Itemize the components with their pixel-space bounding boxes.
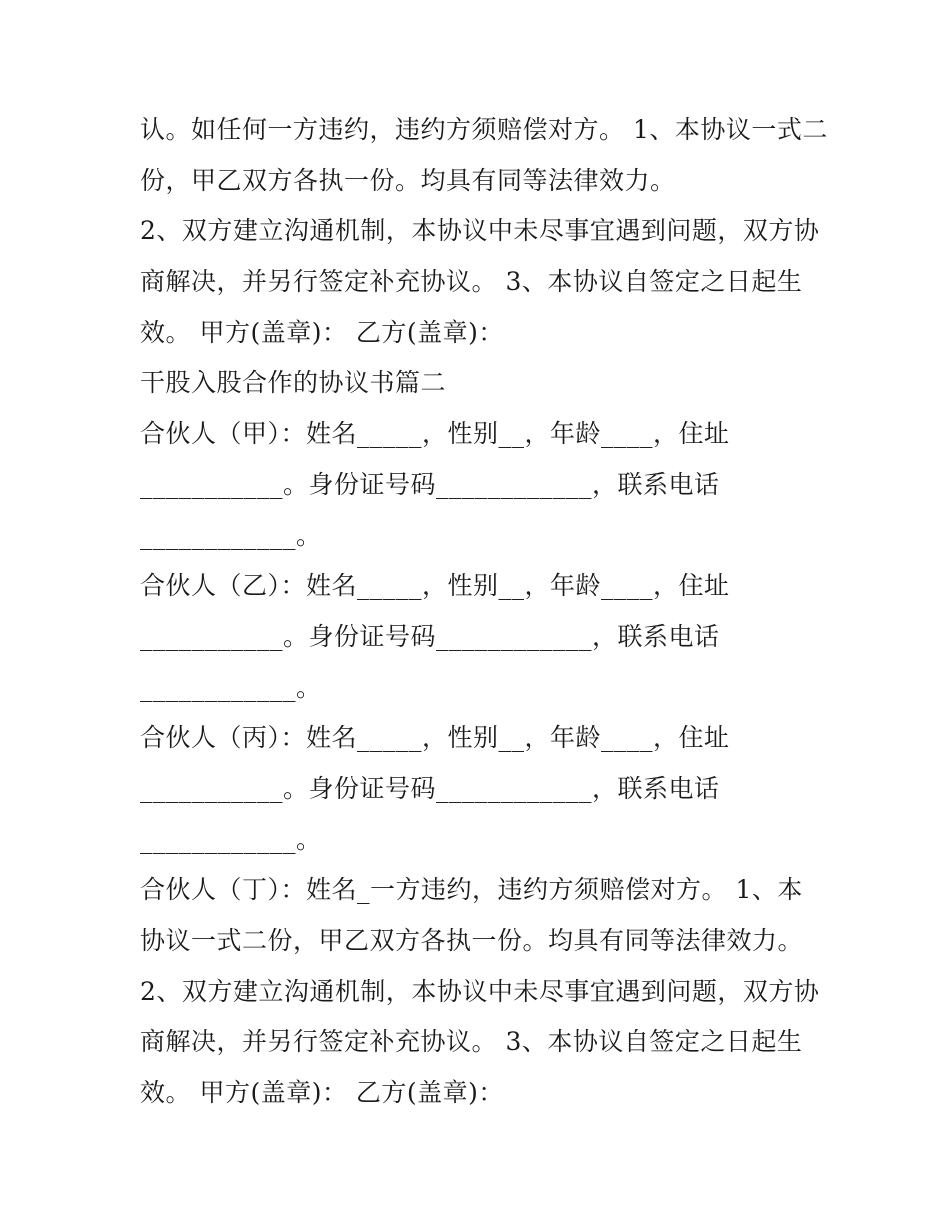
text-line: 商解决，并另行签定补充协议。 3、本协议自签定之日起生 [140,267,803,296]
partner-bing-id-line: ___________。身份证号码____________，联系电话 [140,774,720,803]
signature-line: 效。 甲方(盖章)： 乙方(盖章)： [140,1078,504,1107]
partner-ding-info: 合伙人（丁）：姓名_一方违约，违约方须赔偿对方。 1、本 [140,875,803,904]
partner-jia-info: 合伙人（甲）：姓名_____，性别__，年龄____，住址 [140,419,730,448]
text-line: 2、双方建立沟通机制，本协议中未尽事宜遇到问题，双方协 [140,977,820,1006]
signature-line: 效。 甲方(盖章)： 乙方(盖章)： [140,318,504,347]
partner-yi-phone-line: ____________。 [140,673,322,702]
partner-bing-phone-line: ____________。 [140,825,322,854]
partner-bing-info: 合伙人（丙）：姓名_____，性别__，年龄____，住址 [140,723,730,752]
partner-jia-phone-line: ____________。 [140,521,322,550]
text-line: 商解决，并另行签定补充协议。 3、本协议自签定之日起生 [140,1027,803,1056]
text-line: 份，甲乙双方各执一份。均具有同等法律效力。 [140,166,676,195]
partner-jia-id-line: ___________。身份证号码____________，联系电话 [140,470,720,499]
text-line: 认。如任何一方违约，违约方须赔偿对方。 1、本协议一式二 [140,115,828,144]
text-line: 2、双方建立沟通机制，本协议中未尽事宜遇到问题，双方协 [140,216,820,245]
partner-yi-info: 合伙人（乙）：姓名_____，性别__，年龄____，住址 [140,571,730,600]
section-heading: 干股入股合作的协议书篇二 [140,368,447,397]
text-line: 协议一式二份，甲乙双方各执一份。均具有同等法律效力。 [140,926,804,955]
partner-yi-id-line: ___________。身份证号码____________，联系电话 [140,622,720,651]
